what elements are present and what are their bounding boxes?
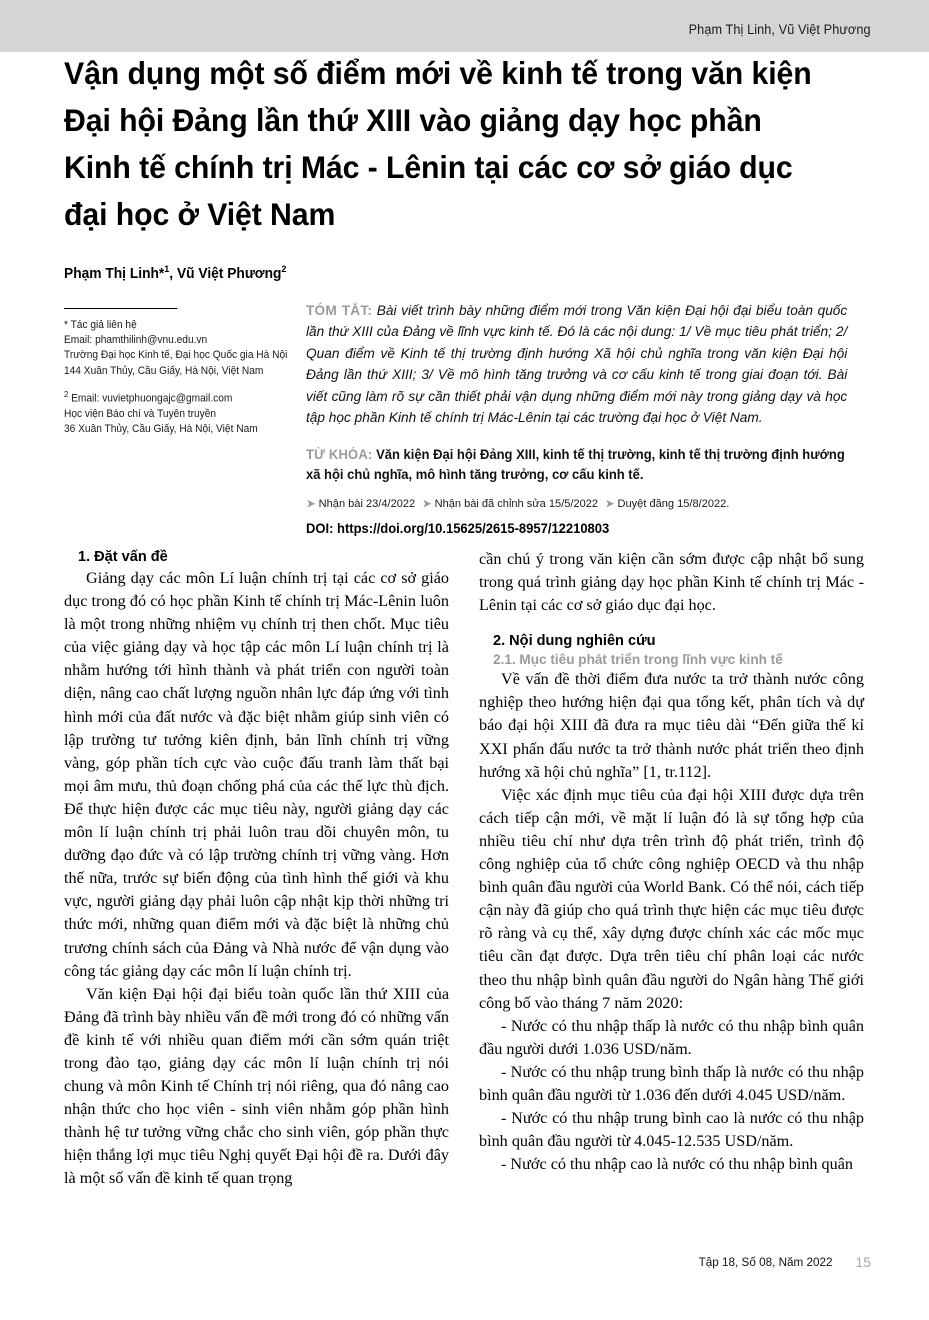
author-name-1: Phạm Thị Linh* xyxy=(64,265,165,282)
affiliation-group-2 xyxy=(64,387,277,437)
section-spacer xyxy=(479,617,864,632)
article-title xyxy=(64,50,832,238)
body-column-left xyxy=(64,548,449,1188)
keywords-label: TỪ KHÓA: xyxy=(306,447,373,463)
affiliation-marker-2: 2 xyxy=(64,389,69,399)
abstract-text: Bài viết trình bày những điểm mới trong Văn kiện Đại hội đại biểu toàn quốc lần thứ XIII của Đảng về lĩnh vực kinh tế. Đó là các nội dung: 1/ Về mục tiêu phát triển; 2/ Quan điểm về Kinh tế thị trường định hướng Xã hội chủ nghĩa trong văn kiện Đại hội Đảng lần thứ XIII; 3/ Về mô hình tăng trưởng và cơ cấu kinh tế trong giai đoạn tới. Bài viết cũng làm rõ sự cần thiết phải vận dụng những điểm mới này trong giảng dạy và học tập học phần Kinh tế chính trị Mác-Lênin tại các trường đại học ở Việt Nam. xyxy=(306,302,848,426)
author-address-2: 36 Xuân Thủy, Cầu Giấy, Hà Nội, Việt Nam xyxy=(64,422,258,435)
author-affil-marker-1: 1 xyxy=(164,264,170,275)
article-title-line-2: Đại hội Đảng lần thứ XIII vào giảng dạy học phần xyxy=(64,102,762,138)
keywords-text: Văn kiện Đại hội Đảng XIII, kinh tế thị trường, kinh tế thị trường định hướng xã hội chủ nghĩa, mô hình tăng trưởng, cơ cấu kinh tế. xyxy=(306,447,845,483)
affiliation-divider xyxy=(64,308,177,309)
date-revised xyxy=(422,498,598,510)
author-email-2-text: Email: vuvietphuongajc@gmail.com xyxy=(71,392,233,405)
author-affil-marker-2: 2 xyxy=(281,264,287,275)
author-organization-2: Học viện Báo chí và Tuyên truyền xyxy=(64,407,217,420)
footer-issue-info: Tập 18, Số 08, Năm 2022 xyxy=(699,1255,833,1269)
author-byline xyxy=(64,264,286,282)
abstract-paragraph xyxy=(306,300,847,428)
list-item: - Nước có thu nhập cao là nước có thu nhập bình quân xyxy=(501,1155,854,1174)
article-title-line-1: Vận dụng một số điểm mới về kinh tế trong văn kiện xyxy=(64,55,812,91)
list-item: - Nước có thu nhập trung bình thấp là nước có thu nhập bình quân đầu người từ 1.036 đến dưới 4.045 USD/năm. xyxy=(479,1062,864,1104)
arrow-right-icon: ➤ xyxy=(421,496,432,511)
keywords-paragraph xyxy=(306,445,847,484)
date-revised-label: Nhận bài đã chỉnh sửa xyxy=(434,497,546,510)
section-heading-2: 2. Nội dung nghiên cứu xyxy=(493,632,656,650)
page-number: 15 xyxy=(855,1254,871,1270)
section-heading-1: 1. Đặt vấn đề xyxy=(78,548,168,565)
running-head-bar xyxy=(0,0,929,52)
affiliation-group-1 xyxy=(64,318,288,379)
author-separator: , xyxy=(169,265,177,282)
article-body xyxy=(64,548,864,1188)
date-received-value: 23/4/2022 xyxy=(365,497,416,510)
date-revised-value: 15/5/2022 xyxy=(548,497,599,510)
author-address-1: 144 Xuân Thủy, Cầu Giấy, Hà Nội, Việt Nam xyxy=(64,364,264,377)
abstract-block xyxy=(306,300,864,536)
arrow-right-icon: ➤ xyxy=(604,496,615,511)
date-accepted-value: 15/8/2022. xyxy=(677,497,730,510)
abstract-label: TÓM TẮT: xyxy=(306,302,373,318)
author-organization-1: Trường Đại học Kinh tế, Đại học Quốc gia Hà Nội xyxy=(64,349,288,362)
date-received xyxy=(306,498,415,510)
list-item: - Nước có thu nhập thấp là nước có thu nhập bình quân đầu người dưới 1.036 USD/năm. xyxy=(479,1016,864,1058)
running-head-authors: Phạm Thị Linh, Vũ Việt Phương xyxy=(688,22,871,37)
body-column-right xyxy=(479,548,864,1188)
article-title-line-4: đại học ở Việt Nam xyxy=(64,196,336,232)
page-footer xyxy=(0,1255,929,1285)
corresponding-author-note: * Tác giả liên hệ xyxy=(64,319,137,331)
subsection-2-1-paragraph-2: Việc xác định mục tiêu của đại hội XIII được dựa trên cách tiếp cận mới, về mặt lí luận đó là sự tổng hợp của nhiều tiêu chí như dựa trên trình độ phát triển, trình độ công nghiệp của tổ chức công nghiệp OECD và thu nhập bình quân đầu người của World Bank. Có thể nói, cách tiếp cận này đã giúp cho quá trình thực hiện các mục tiêu được rõ ràng và cụ thể, xây dựng được chính xác các mốc mục tiêu cần đạt được. Dựa trên tiêu chí phân loại các nước theo thu nhập bình quân đầu người do Ngân hàng Thế giới công bố vào tháng 7 năm 2020: xyxy=(479,785,864,1012)
subsection-heading-2-1: 2.1. Mục tiêu phát triển trong lĩnh vực kinh tế xyxy=(493,651,783,668)
arrow-right-icon: ➤ xyxy=(306,496,316,511)
doi-line[interactable]: DOI: https://doi.org/10.15625/2615-8957/12210803 xyxy=(306,520,610,536)
author-email-2 xyxy=(64,387,277,407)
section-1-paragraph-1: Giảng dạy các môn Lí luận chính trị tại các cơ sở giáo dục trong đó có học phần Kinh tế chính trị Mác-Lênin luôn là một trong những nhiệm vụ chính trị then chốt. Mục tiêu của việc giảng dạy và học tập các môn Lí luận chính trị là nhằm hướng tới hình thành và phát triển con người toàn diện, nâng cao chất lượng nguồn nhân lực đáp ứng với tình hình mới của đất nước và đặc biệt nhằm giúp sinh viên có lập trường tư tưởng kiên định, bản lĩnh chính trị vững vàng, góp phần tích cực vào cuộc đấu tranh làm thất bại mọi âm mưu, thủ đoạn chống phá của các thế lực thù địch. Để thực hiện được các mục tiêu này, người giảng dạy các môn lí luận chính trị phải luôn trau dồi chuyên môn, tu dưỡng đạo đức và có lập trường chính trị vững vàng. Hơn thế nữa, trước sự biến động của tình hình thế giới và khu vực, người giảng dạy phải luôn cập nhật kịp thời những tri thức mới, những quan điểm mới và đặc biệt là những chủ trương chính sách của Đảng và Nhà nước để vận dụng vào công tác giảng dạy các môn lí luận chính trị. xyxy=(64,569,449,980)
section-1-paragraph-2: Văn kiện Đại hội đại biểu toàn quốc lần thứ XIII của Đảng đã trình bày nhiều vấn đề mới trong đó có những vấn đề kinh tế với nhiều quan điểm mới cần sớm quán triệt trong đào tạo, giảng dạy các môn lí luận chính trị nói chung và môn Kinh tế Chính trị nói riêng, qua đó nâng cao nhận thức cho học viên - sinh viên nhằm góp phần hình thành hệ tư tưởng vững chắc cho sinh viên, góp phần thực hiện thắng lợi mục tiêu Nghị quyết Đại hội đề ra. Dưới đây là một số vấn đề kinh tế quan trọng xyxy=(64,984,449,1188)
publication-dates xyxy=(306,495,847,512)
subsection-2-1-paragraph-1: Về vấn đề thời điểm đưa nước ta trở thành nước công nghiệp theo hướng hiện đại qua tổng kết, phân tích và dự báo đại hội XIII đã đưa ra mục tiêu dài “Đến giữa thế kỉ XXI phấn đấu nước ta trở thành nước phát triển theo định hướng xã hội chủ nghĩa” [1, tr.112]. xyxy=(479,670,864,781)
date-received-label: Nhận bài xyxy=(318,497,363,510)
author-name-2: Vũ Việt Phương xyxy=(176,265,282,282)
author-email-1: Email: phamthilinh@vnu.edu.vn xyxy=(64,334,208,347)
affiliation-block xyxy=(64,308,288,445)
date-accepted-label: Duyệt đăng xyxy=(617,497,675,510)
article-title-line-3: Kinh tế chính trị Mác - Lênin tại các cơ sở giáo dục xyxy=(64,149,793,185)
section-1-paragraph-2-continued: cần chú ý trong văn kiện cần sớm được cập nhật bổ sung trong quá trình giảng dạy học phần Kinh tế chính trị Mác - Lênin tại các cơ sở giáo dục đại học. xyxy=(479,550,864,615)
list-item: - Nước có thu nhập trung bình cao là nước có thu nhập bình quân đầu người từ 4.045-12.535 USD/năm. xyxy=(479,1109,864,1151)
date-accepted xyxy=(605,498,729,510)
